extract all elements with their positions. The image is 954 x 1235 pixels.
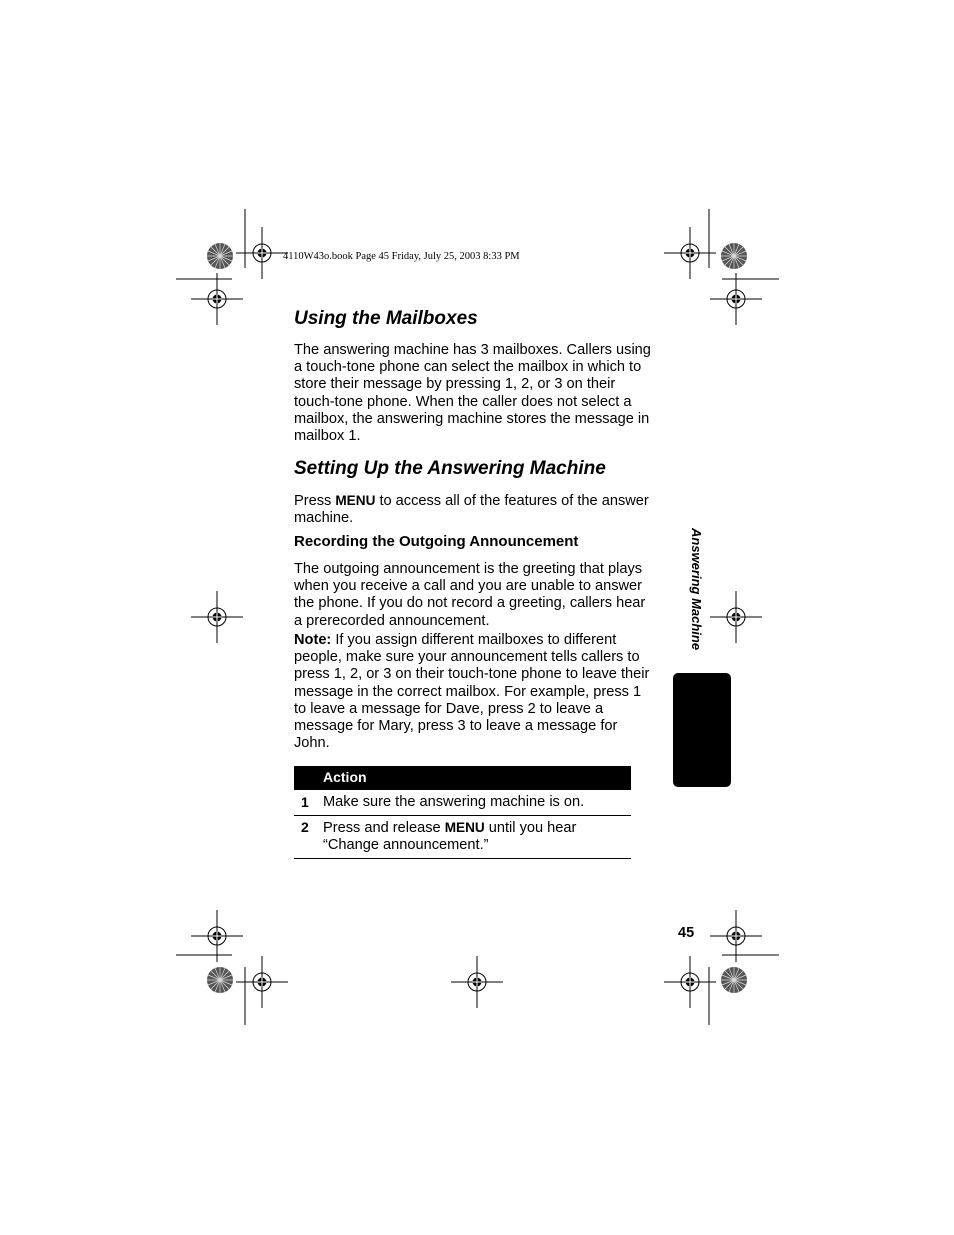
table-header-action: Action [323, 769, 367, 786]
action-table [294, 766, 631, 859]
book-header-line: 4110W43o.book Page 45 Friday, July 25, 2003 8:33 PM [283, 251, 520, 262]
step-text-before: Press and release [323, 820, 445, 836]
table-header [294, 766, 631, 790]
section-title-mailboxes: Using the Mailboxes [294, 308, 478, 329]
section-title-setup: Setting Up the Answering Machine [294, 458, 606, 479]
step-number: 1 [301, 793, 309, 810]
step-number: 2 [301, 819, 309, 835]
setup-intro-paragraph [294, 492, 656, 527]
subsection-title: Recording the Outgoing Announcement [294, 533, 579, 550]
setup-intro-after: to access all of the features of the answer machine. [294, 493, 649, 527]
step-text-after: until you hear “Change announcement.” [323, 820, 577, 854]
page-number: 45 [678, 925, 695, 941]
chapter-tab [673, 673, 731, 787]
note-paragraph [294, 632, 656, 752]
note-body: If you assign different mailboxes to different people, make sure your announcement tells callers to press 1, 2, or 3 on their touch-tone phone to leave their message in the correct mailbox. For example, press 1 to leave a message for Dave, press 2 to leave a message for Mary, press 3 to leave a message for John. [294, 632, 650, 752]
setup-intro-before: Press [294, 493, 336, 509]
chapter-side-label: Answering Machine [689, 528, 704, 651]
table-row [294, 816, 631, 859]
mailboxes-paragraph: The answering machine has 3 mailboxes. Callers using a touch-tone phone can select the mailbox in which to store their message by pressing 1, 2, or 3 on their touch-tone phone. When the caller does not select a mailbox, the answering machine stores the message in mailbox 1. [294, 342, 651, 445]
menu-key-label: MENU [444, 820, 485, 835]
table-row [294, 790, 631, 816]
step-text [323, 819, 631, 854]
note-label: Note: [294, 632, 332, 648]
step-text: Make sure the answering machine is on. [323, 793, 585, 810]
announcement-paragraph: The outgoing announcement is the greeting that plays when you receive a call and you are unable to answer the phone. If you do not record a greeting, callers hear a prerecorded announcement. [294, 561, 646, 629]
menu-key-label: MENU [335, 493, 376, 508]
